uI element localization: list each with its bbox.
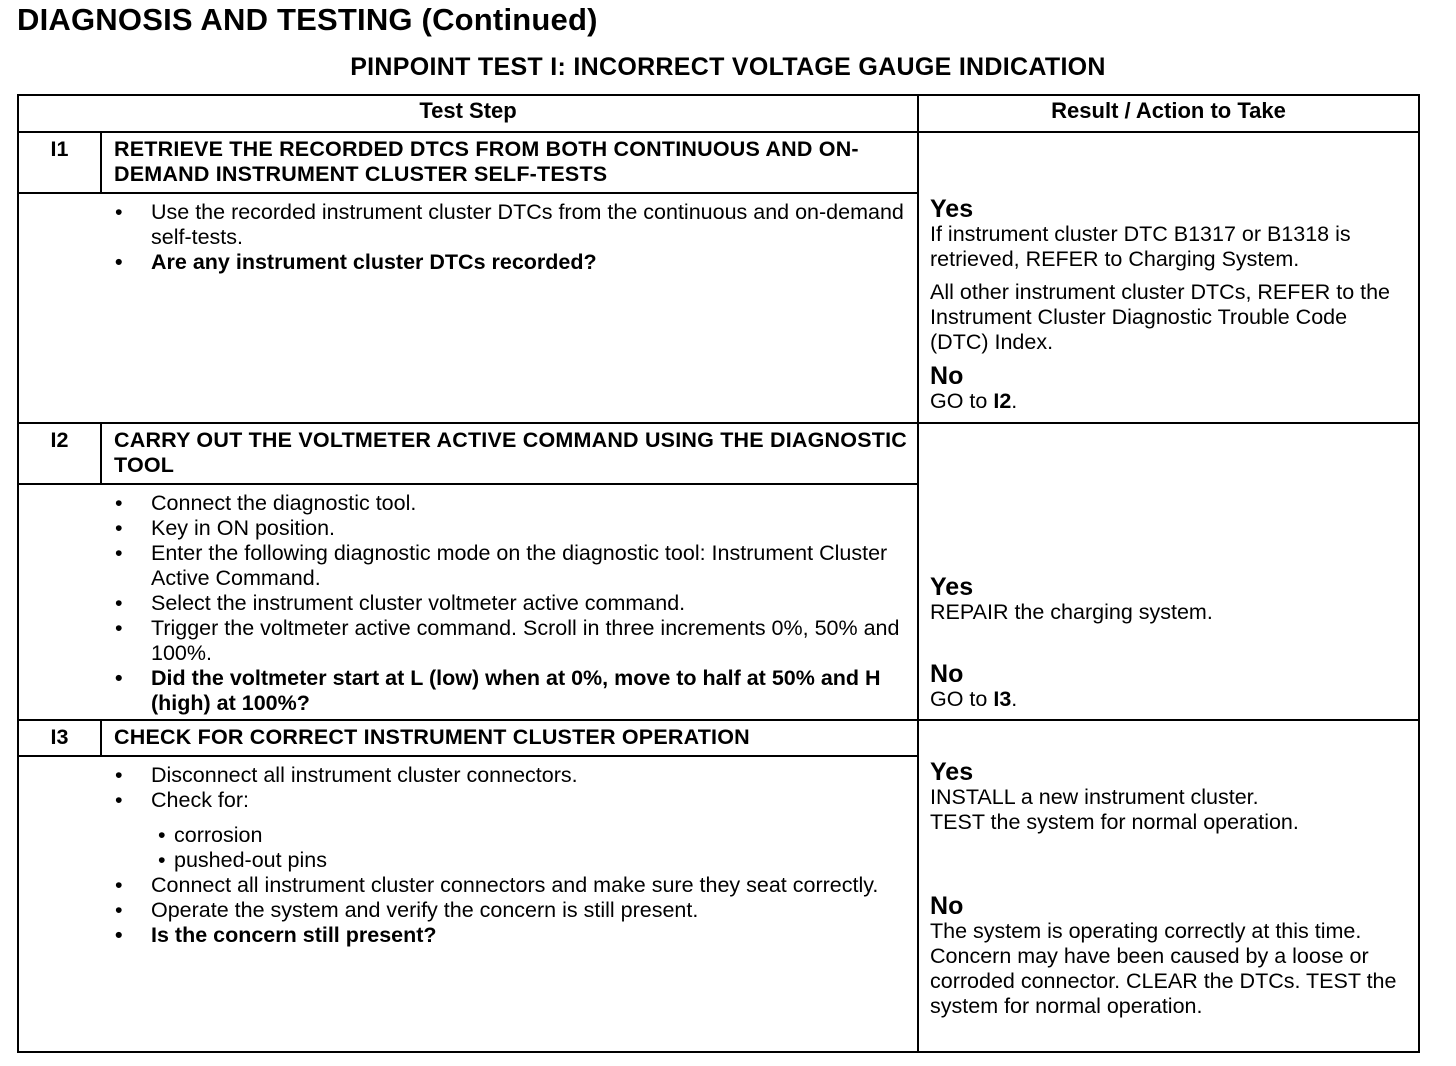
list-item-text: Check for: (151, 788, 249, 812)
step-i2-title-row (18, 423, 1419, 484)
yes-action: All other instrument cluster DTCs, REFER to the Instrument Cluster Diagnostic Trouble Code (DTC) Index. (930, 280, 1391, 354)
sub-list (19, 823, 907, 873)
no-action: GO to I3. (930, 687, 1018, 711)
list-item (19, 788, 907, 813)
list-item: • Are any instrument cluster DTCs recorded? (19, 250, 907, 275)
pinpoint-test-title: PINPOINT TEST I: INCORRECT VOLTAGE GAUGE INDICATION (350, 53, 1106, 81)
step-instructions (18, 484, 918, 720)
no-label: No (930, 892, 964, 920)
yes-action: If instrument cluster DTC B1317 or B1318 is retrieved, REFER to Charging System. (930, 222, 1351, 271)
step-i3-result (918, 720, 1419, 1052)
yes-label: Yes (930, 573, 974, 601)
step-instructions (18, 756, 918, 1052)
list-item: • Disconnect all instrument cluster connectors. (19, 763, 907, 788)
yes-action: TEST the system for normal operation. (930, 810, 1299, 834)
list-item: • Operate the system and verify the concern is still present. (19, 898, 907, 923)
step-title: RETRIEVE THE RECORDED DTCS FROM BOTH CONTINUOUS AND ON-DEMAND INSTRUMENT CLUSTER SELF-TESTS (101, 132, 918, 193)
step-id: I2 (18, 423, 101, 484)
step-i3-title-row (18, 720, 1419, 756)
table-header-row (18, 95, 1419, 132)
list-item: • Connect the diagnostic tool. (19, 491, 907, 516)
step-i1-result (918, 132, 1419, 423)
list-item: • Is the concern still present? (19, 923, 907, 948)
step-title: CARRY OUT THE VOLTMETER ACTIVE COMMAND USING THE DIAGNOSTIC TOOL (101, 423, 918, 484)
list-item: • Trigger the voltmeter active command. Scroll in three increments 0%, 50% and 100%. (19, 616, 907, 666)
list-item: • Enter the following diagnostic mode on the diagnostic tool: Instrument Cluster Active Command. (19, 541, 907, 591)
list-item: • Key in ON position. (19, 516, 907, 541)
step-title: CHECK FOR CORRECT INSTRUMENT CLUSTER OPERATION (101, 720, 918, 756)
column-header-result: Result / Action to Take (918, 95, 1419, 132)
yes-action: INSTALL a new instrument cluster. (930, 785, 1259, 809)
sub-list-item: • pushed-out pins (19, 848, 907, 873)
step-id: I1 (18, 132, 101, 193)
yes-label: Yes (930, 758, 974, 786)
yes-action: REPAIR the charging system. (930, 600, 1213, 624)
yes-label: Yes (930, 195, 974, 223)
list-item: • Select the instrument cluster voltmeter active command. (19, 591, 907, 616)
sub-list-item: • corrosion (19, 823, 907, 848)
page-title: DIAGNOSIS AND TESTING (Continued) (17, 2, 598, 37)
column-header-test-step: Test Step (18, 95, 918, 132)
step-i1-title-row (18, 132, 1419, 193)
no-action: The system is operating correctly at this time. Concern may have been caused by a loose or corroded connector. CLEAR the DTCs. TEST the system for normal operation. (930, 919, 1397, 1018)
list-item: • Did the voltmeter start at L (low) when at 0%, move to half at 50% and H (high) at 100%? (19, 666, 907, 716)
list-item: • Connect all instrument cluster connectors and make sure they seat correctly. (19, 873, 907, 898)
no-label: No (930, 660, 964, 688)
step-instructions (18, 193, 918, 423)
step-id: I3 (18, 720, 101, 756)
list-item: • Use the recorded instrument cluster DTCs from the continuous and on-demand self-tests. (19, 200, 907, 250)
no-label: No (930, 362, 964, 390)
pinpoint-test-table (17, 94, 1420, 1053)
no-action: GO to I2. (930, 389, 1018, 413)
step-i2-result (918, 423, 1419, 720)
